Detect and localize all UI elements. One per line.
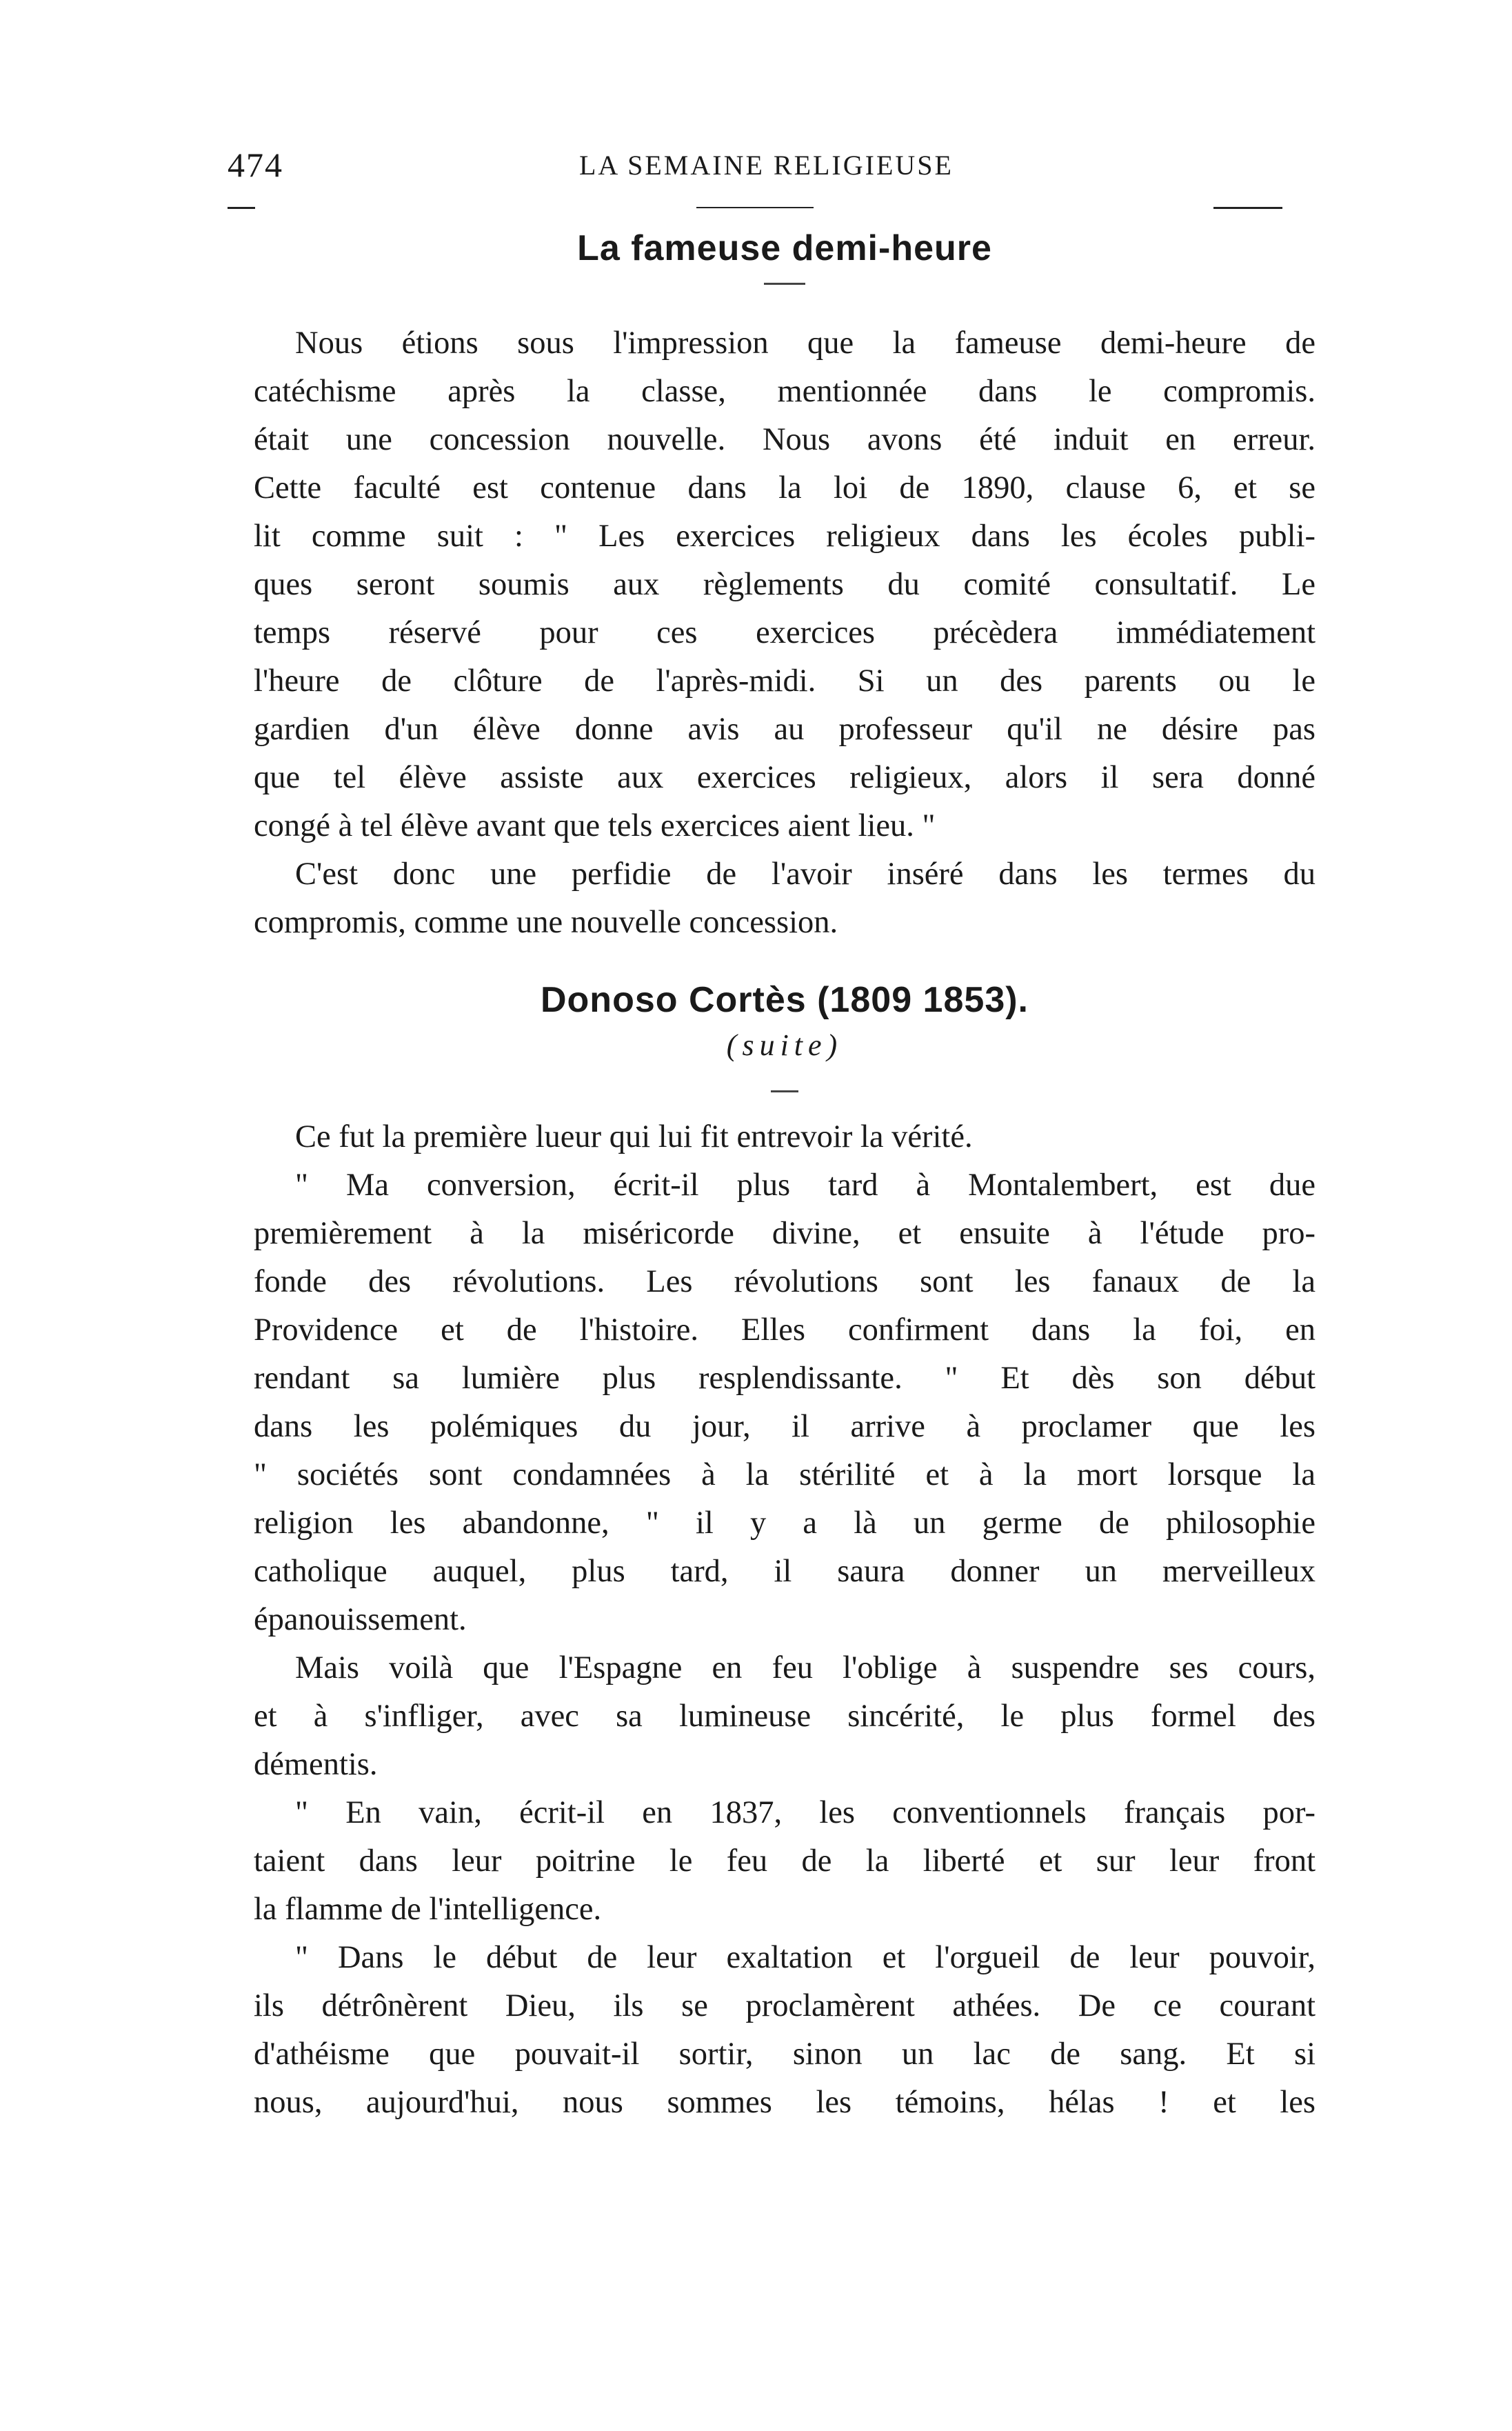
text-line: démentis. [254,1747,378,1782]
text-line: d'athéisme que pouvait-il sortir, sinon un lac de sang. Et si [254,2037,1316,2072]
text-line: catholique auquel, plus tard, il saura donner un merveilleux [254,1554,1316,1589]
section-title: Donoso Cortès (1809 1853). [540,980,1029,1020]
text-line: catéchisme après la classe, mentionnée dans le compromis. [254,374,1316,409]
text-line: l'heure de clôture de l'après-midi. Si un des parents ou le [254,663,1316,699]
text-line: nous, aujourd'hui, nous sommes les témoins, hélas ! et les [254,2085,1316,2120]
text-line: " En vain, écrit-il en 1837, les conventionnels français por- [295,1795,1316,1830]
text-line: lit comme suit : " Les exercices religieux dans les écoles publi- [254,519,1316,554]
text-line: congé à tel élève avant que tels exercices aient lieu. " [254,808,936,843]
section-body [254,319,1316,947]
text-line: fonde des révolutions. Les révolutions sont les fanaux de la [254,1264,1316,1299]
text-line: ils détrônèrent Dieu, ils se proclamèrent athées. De ce courant [254,1988,1316,2023]
text-line: la flamme de l'intelligence. [254,1892,602,1927]
text-line: compromis, comme une nouvelle concession. [254,905,838,940]
text-line: ques seront soumis aux règlements du comité consultatif. Le [254,567,1316,602]
text-line: Ce fut la première lueur qui lui fit entrevoir la vérité. [295,1119,973,1154]
text-line: C'est donc une perfidie de l'avoir inséré dans les termes du [295,857,1316,892]
text-line: que tel élève assiste aux exercices religieux, alors il sera donné [254,760,1316,795]
text-line: Mais voilà que l'Espagne en feu l'oblige à suspendre ses cours, [295,1650,1316,1685]
text-line: religion les abandonne, " il y a là un germe de philosophie [254,1505,1316,1541]
text-line: premièrement à la miséricorde divine, et ensuite à l'étude pro- [254,1216,1316,1251]
section-title: La fameuse demi-heure [577,228,992,268]
text-line: " Ma conversion, écrit-il plus tard à Montalembert, est due [295,1168,1316,1203]
page-number: 474 [228,146,283,184]
text-line: gardien d'un élève donne avis au professeur qu'il ne désire pas [254,712,1316,747]
section-subtitle: (suite) [726,1028,843,1062]
text-line: " Dans le début de leur exaltation et l'orgueil de leur pouvoir, [295,1940,1316,1975]
header-rule-left [228,207,255,209]
text-line: rendant sa lumière plus resplendissante. " Et dès son début [254,1361,1316,1396]
header-rule-middle [696,207,814,208]
text-line: taient dans leur poitrine le feu de la liberté et sur leur front [254,1843,1316,1879]
title-dash [764,283,805,285]
text-line: Providence et de l'histoire. Elles confirment dans la foi, en [254,1312,1316,1348]
text-line: était une concession nouvelle. Nous avons été induit en erreur. [254,422,1316,457]
running-title: LA SEMAINE RELIGIEUSE [579,150,954,181]
text-line: dans les polémiques du jour, il arrive à proclamer que les [254,1409,1316,1444]
text-line: Cette faculté est contenue dans la loi de 1890, clause 6, et se [254,470,1316,506]
running-head [228,145,1331,193]
text-line: et à s'infliger, avec sa lumineuse sincérité, le plus formel des [254,1699,1316,1734]
text-line: temps réservé pour ces exercices précèdera immédiatement [254,615,1316,650]
subtitle-dash [771,1090,798,1092]
header-rule-right [1213,207,1282,209]
text-line: épanouissement. [254,1602,467,1637]
section-donoso-cortes [254,979,1316,2127]
text-line: " sociétés sont condamnées à la stérilité et à la mort lorsque la [254,1457,1316,1492]
section-body [254,1113,1316,2127]
text-line: Nous étions sous l'impression que la fameuse demi-heure de [295,326,1316,361]
section-demi-heure [254,228,1316,947]
